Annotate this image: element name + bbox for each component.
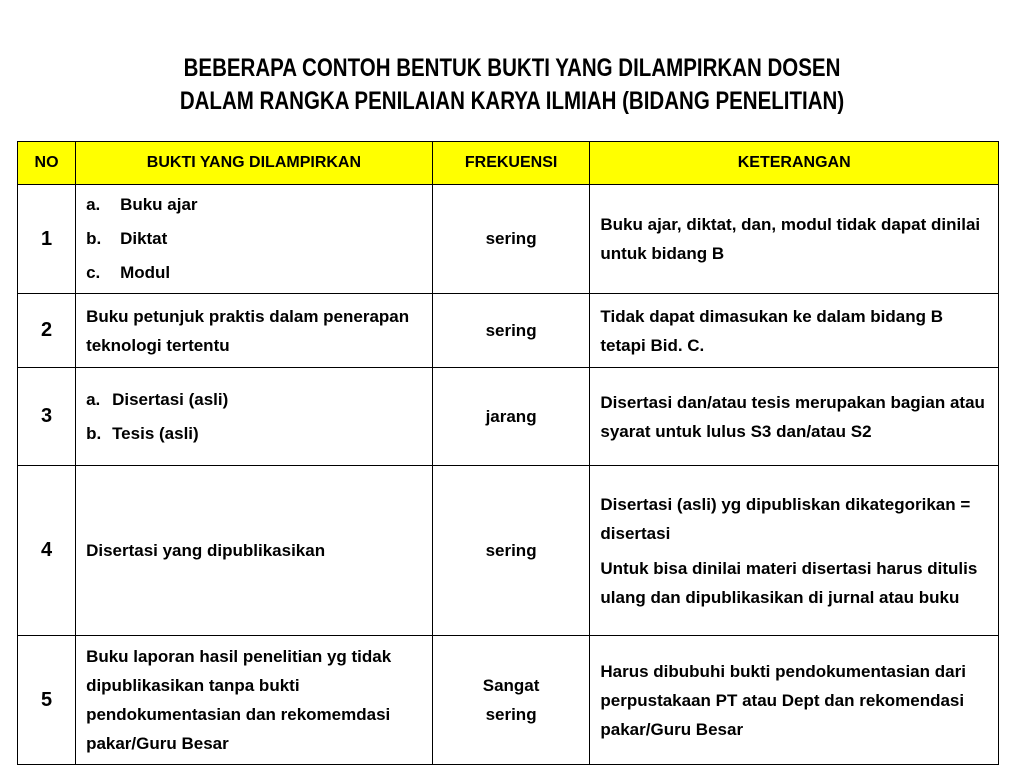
frekuensi-cell: sering: [432, 294, 590, 368]
row-number: 3: [18, 368, 76, 466]
header-no: NO: [18, 142, 76, 185]
bukti-cell: Buku petunjuk praktis dalam penerapan teknologi tertentu: [76, 294, 433, 368]
table-row: [18, 368, 999, 466]
list-item: [86, 188, 422, 222]
bukti-cell: Buku laporan hasil penelitian yg tidak dipublikasikan tanpa bukti pendokumentasian dan rekomemdasi pakar/Guru Besar: [76, 636, 433, 765]
keterangan-cell: [590, 185, 999, 294]
keterangan-text: Tidak dapat dimasukan ke dalam bidang B tetapi Bid. C.: [600, 306, 944, 355]
keterangan-text: Disertasi (asli) yg dipubliskan dikategorikan = disertasi: [600, 494, 971, 543]
table-row: [18, 294, 999, 368]
frekuensi-cell: jarang: [432, 368, 590, 466]
frekuensi-cell: [432, 636, 590, 765]
list-text: Buku ajar: [120, 195, 198, 214]
list-letter: a.: [86, 389, 101, 409]
list-text: Modul: [120, 263, 171, 282]
keterangan-text: Buku ajar, diktat, dan, modul tidak dapat dinilai untuk bidang B: [600, 215, 981, 263]
keterangan-text: Harus dibubuhi bukti pendokumentasian dari perpustakaan PT atau Dept dan rekomendasi pakar/Guru Besar: [600, 661, 966, 739]
table-row: [18, 185, 999, 294]
list-item: [86, 383, 422, 417]
keterangan-cell: [590, 294, 999, 368]
row-number: 1: [18, 185, 76, 294]
page-title: [92, 52, 932, 118]
list-letter: a.: [86, 195, 101, 214]
evidence-table: [17, 141, 999, 765]
list-item: [86, 417, 422, 451]
list-item: [86, 222, 422, 256]
frekuensi-line: sering: [485, 705, 537, 724]
list-text: Disertasi (asli): [112, 389, 229, 409]
title-line-2: DALAM RANGKA PENILAIAN KARYA ILMIAH (BIDANG PENELITIAN): [179, 87, 845, 115]
list-letter: c.: [86, 263, 101, 282]
bukti-cell: Disertasi yang dipublikasikan: [76, 466, 433, 636]
frekuensi-cell: sering: [432, 185, 590, 294]
keterangan-text: Untuk bisa dinilai materi disertasi harus ditulis ulang dan dipublikasikan di jurnal atau buku: [600, 558, 978, 607]
title-line-1: BEBERAPA CONTOH BENTUK BUKTI YANG DILAMPIRKAN DOSEN: [183, 54, 841, 82]
keterangan-cell: [590, 466, 999, 636]
bukti-cell: [76, 185, 433, 294]
table-row: [18, 466, 999, 636]
row-number: 4: [18, 466, 76, 636]
keterangan-cell: [590, 636, 999, 765]
row-number: 5: [18, 636, 76, 765]
list-letter: b.: [86, 229, 102, 248]
list-letter: b.: [86, 423, 102, 443]
frekuensi-line: Sangat: [482, 676, 540, 695]
header-bukti: BUKTI YANG DILAMPIRKAN: [76, 142, 433, 185]
list-text: Tesis (asli): [112, 423, 199, 443]
row-number: 2: [18, 294, 76, 368]
table-row: [18, 636, 999, 765]
header-frekuensi: FREKUENSI: [432, 142, 590, 185]
header-keterangan: KETERANGAN: [590, 142, 999, 185]
bukti-cell: [76, 368, 433, 466]
keterangan-text: Disertasi dan/atau tesis merupakan bagian atau syarat untuk lulus S3 dan/atau S2: [600, 392, 985, 441]
keterangan-cell: [590, 368, 999, 466]
list-text: Diktat: [120, 229, 168, 248]
list-item: [86, 256, 422, 290]
frekuensi-cell: sering: [432, 466, 590, 636]
table-header-row: [18, 142, 999, 185]
